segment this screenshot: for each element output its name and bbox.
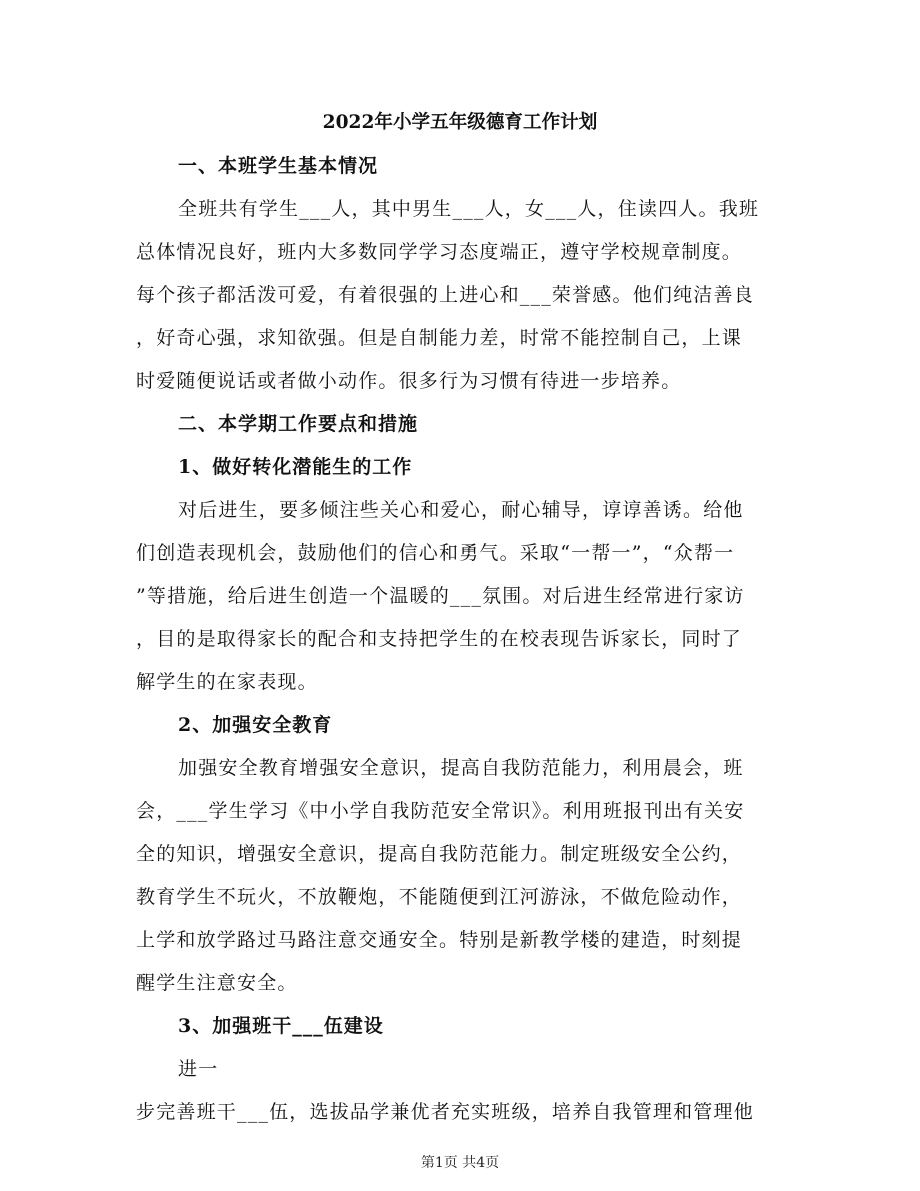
subsection-heading-1: 1、做好转化潜能生的工作 <box>178 456 413 478</box>
paragraph-line: 每个孩子都活泼可爱，有着很强的上进心和___荣誉感。他们纯洁善良 <box>136 284 754 306</box>
section-heading-work-points: 二、本学期工作要点和措施 <box>178 413 419 435</box>
paragraph-line: ，目的是取得家长的配合和支持把学生的在校表现告诉家长，同时了 <box>136 628 743 650</box>
paragraph-line: 时爱随便说话或者做小动作。很多行为习惯有待进一步培养。 <box>136 370 682 392</box>
paragraph-line: ，好奇心强，求知欲强。但是自制能力差，时常不能控制自己，上课 <box>136 327 743 349</box>
paragraph-line: 全的知识，增强安全意识，提高自我防范能力。制定班级安全公约， <box>136 843 743 865</box>
paragraph-line: 进一 <box>178 1058 219 1080</box>
document-title: 2022年小学五年级德育工作计划 <box>322 112 598 133</box>
paragraph-line: 们创造表现机会，鼓励他们的信心和勇气。采取“一帮一”，“众帮一 <box>136 542 735 564</box>
paragraph-line: 总体情况良好，班内大多数同学学习态度端正，遵守学校规章制度。 <box>136 241 743 263</box>
paragraph-line: ”等措施，给后进生创造一个温暖的___氛围。对后进生经常进行家访 <box>136 585 745 607</box>
paragraph-line: 对后进生，要多倾注些关心和爱心，耐心辅导，谆谆善诱。给他 <box>178 499 744 521</box>
section-heading-basic-situation: 一、本班学生基本情况 <box>178 155 379 177</box>
paragraph-line: 醒学生注意安全。 <box>136 972 298 994</box>
subsection-heading-3: 3、加强班干___伍建设 <box>178 1015 384 1037</box>
paragraph-line: 教育学生不玩火，不放鞭炮，不能随便到江河游泳，不做危险动作， <box>136 886 743 908</box>
page-footer: 第1页 共4页 <box>420 1155 500 1171</box>
subsection-heading-2: 2、加强安全教育 <box>178 714 333 736</box>
paragraph-line: 步完善班干___伍，选拔品学兼优者充实班级，培养自我管理和管理他 <box>136 1101 754 1123</box>
paragraph-line: 加强安全教育增强安全意识，提高自我防范能力，利用晨会，班 <box>178 757 744 779</box>
paragraph-line: 会，___学生学习《中小学自我防范安全常识》。利用班报刊出有关安 <box>136 800 745 822</box>
paragraph-line: 全班共有学生___人，其中男生___人，女___人，住读四人。我班 <box>178 198 760 220</box>
paragraph-line: 上学和放学路过马路注意交通安全。特别是新教学楼的建造，时刻提 <box>136 929 743 951</box>
paragraph-line: 解学生的在家表现。 <box>136 671 318 693</box>
